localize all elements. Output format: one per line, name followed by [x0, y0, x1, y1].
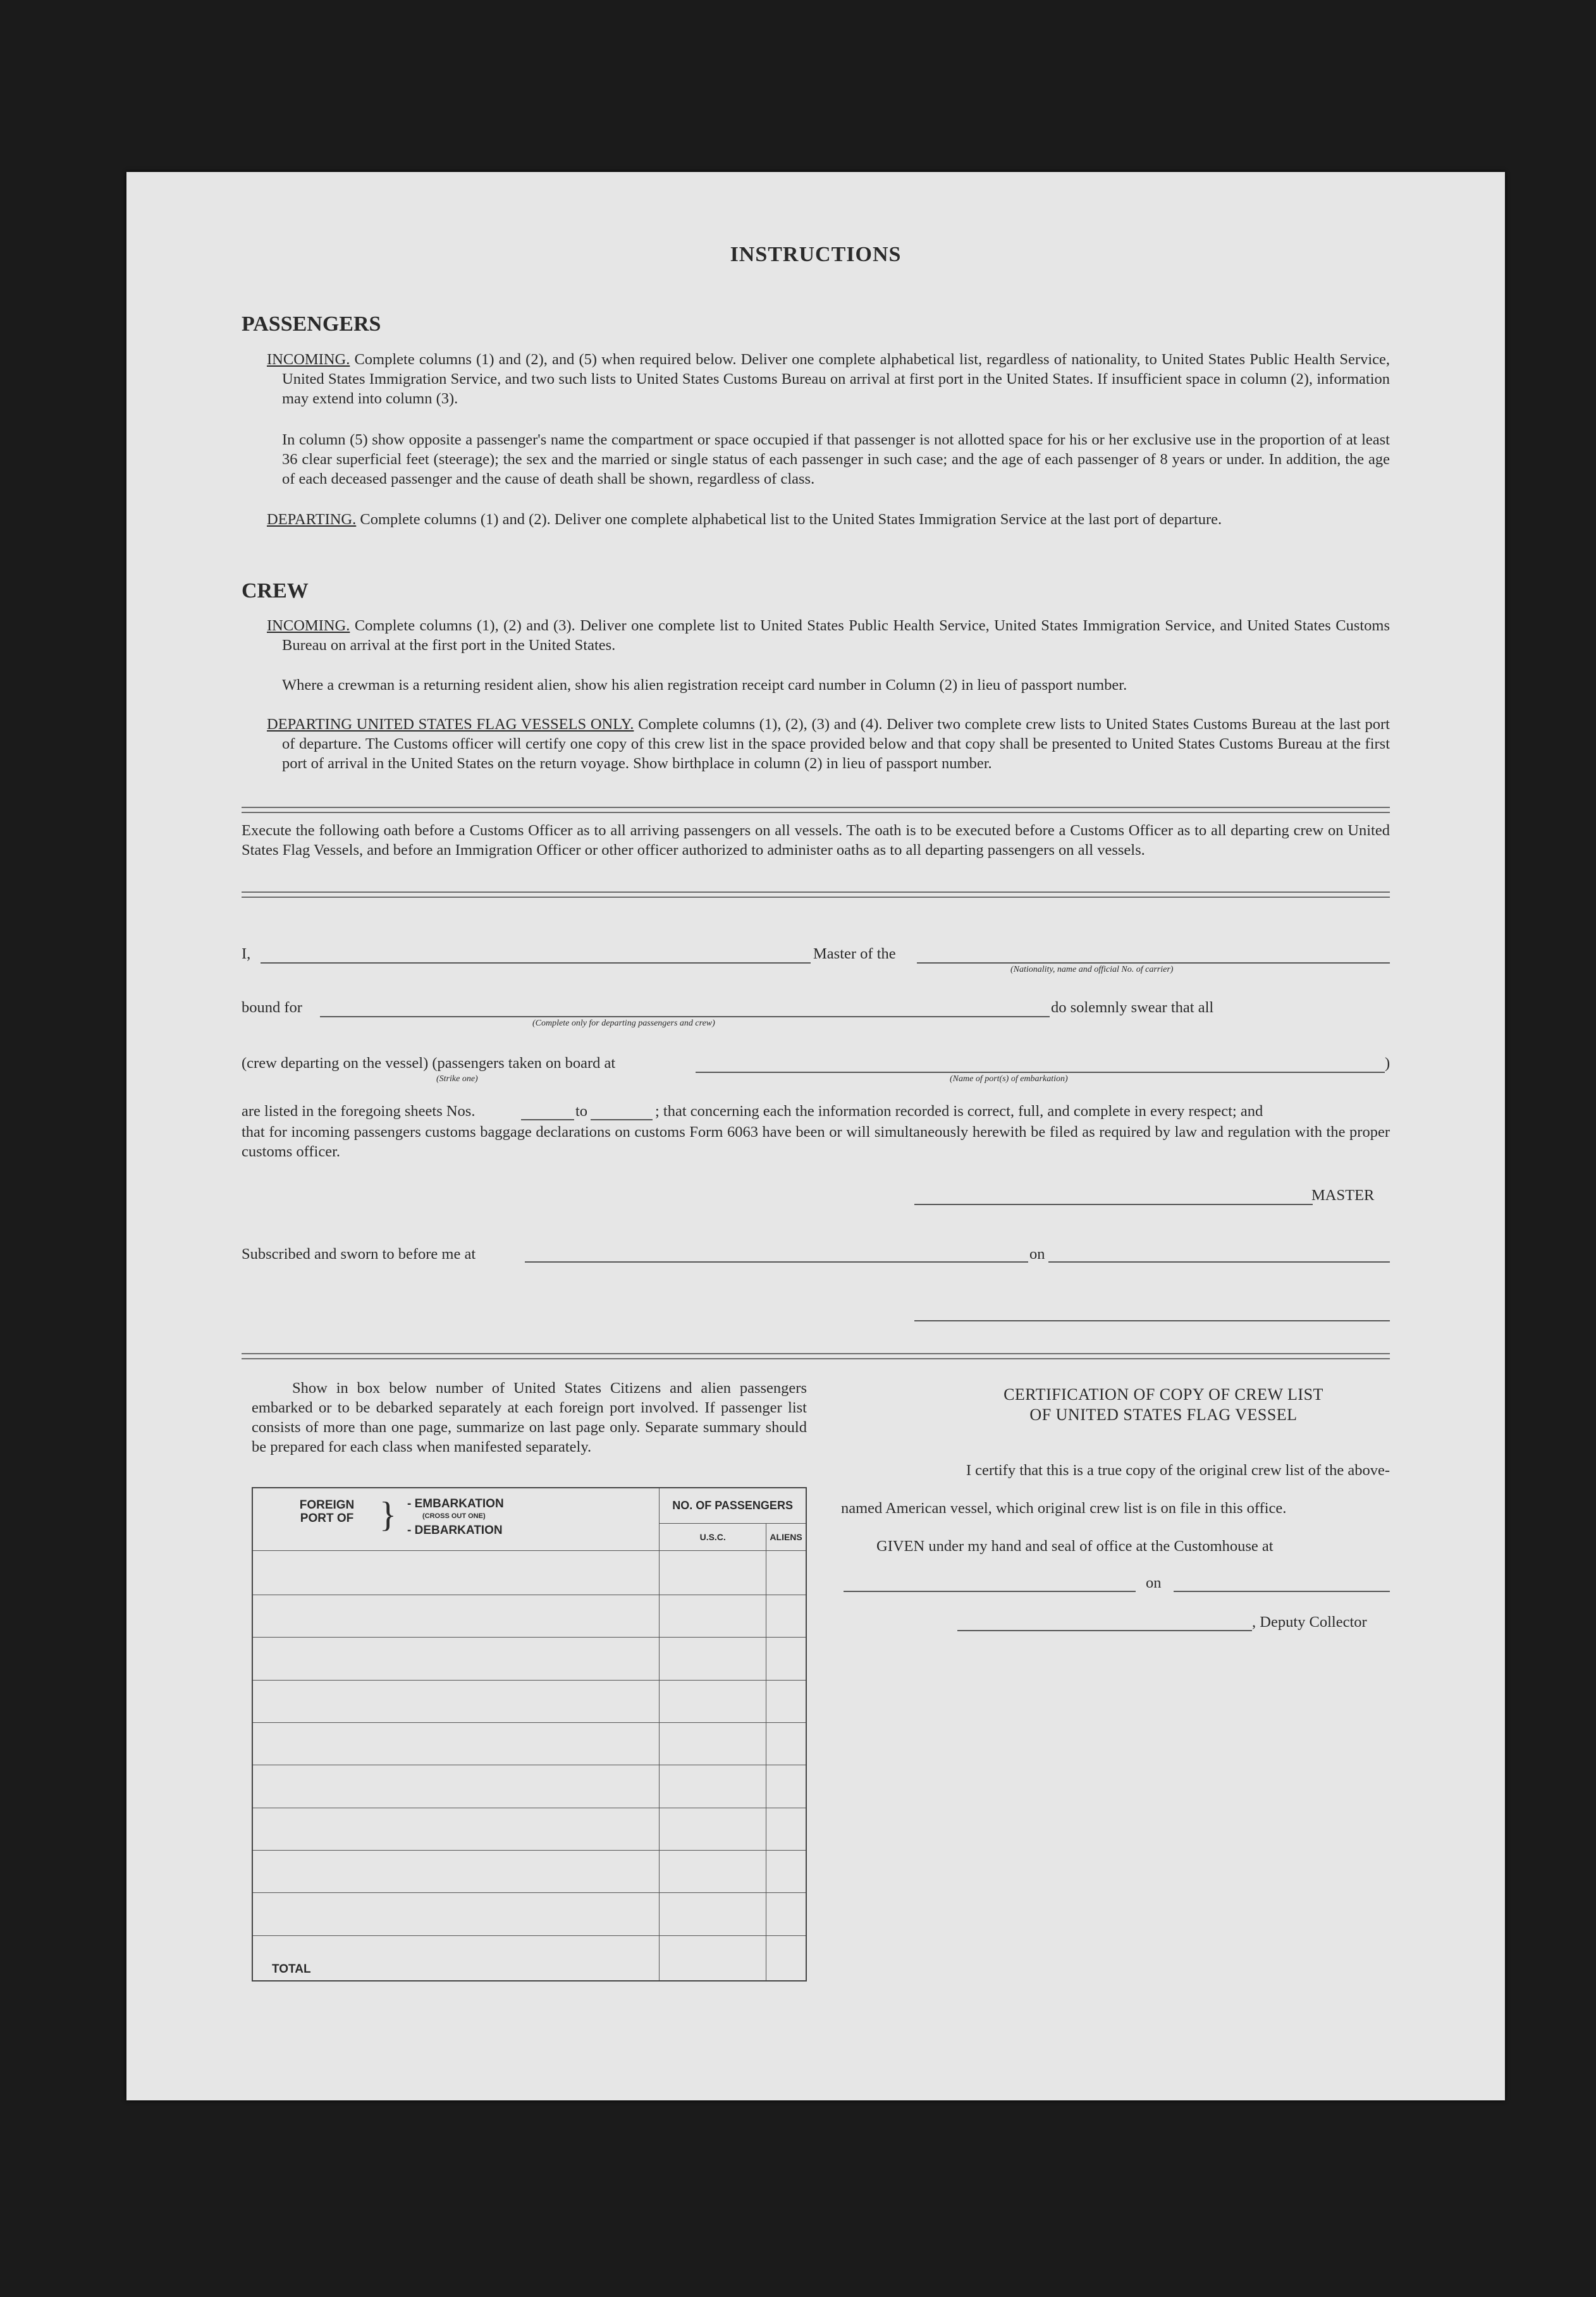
passengers-incoming-label: INCOMING.	[267, 351, 350, 368]
table-row	[252, 1893, 806, 1935]
aliens-label: ALIENS	[766, 1523, 806, 1550]
certify-line2: named American vessel, which original crew list is on file in this office.	[841, 1500, 1287, 1517]
master-of-the-label: Master of the	[813, 945, 896, 962]
crew-heading: CREW	[242, 579, 309, 603]
certification-title-line2: OF UNITED STATES FLAG VESSEL	[1029, 1406, 1298, 1424]
oath-i-label: I,	[242, 945, 251, 962]
usc-cell[interactable]	[660, 1893, 766, 1935]
master-label: MASTER	[1311, 1187, 1375, 1204]
usc-cell[interactable]	[660, 1851, 766, 1893]
summary-instructions: Show in box below number of United States Citizens and alien passengers embarked or to be debarked separately at each foreign port involved. If passenger list consists of more than one page, summarize on last page only. Separate summary should be prepared for each class when manifested separately.	[252, 1380, 807, 1455]
divider	[242, 1353, 1390, 1359]
usc-cell[interactable]	[660, 1680, 766, 1722]
strike-one-note: (Strike one)	[436, 1074, 478, 1084]
close-paren: )	[1385, 1055, 1390, 1072]
no-of-passengers-label: NO. OF PASSENGERS	[660, 1488, 806, 1523]
table-row	[252, 1765, 806, 1808]
certification-on-label: on	[1146, 1574, 1162, 1591]
foreign-port-of-label: FOREIGN PORT OF	[299, 1498, 355, 1525]
page-title: INSTRUCTIONS	[730, 243, 902, 266]
aliens-cell[interactable]	[766, 1851, 806, 1893]
passengers-incoming-paragraph	[267, 350, 1390, 408]
crew-incoming-paragraph	[267, 616, 1390, 655]
bound-for-label: bound for	[242, 999, 302, 1016]
aliens-cell[interactable]	[766, 1638, 806, 1680]
port-cell[interactable]	[252, 1638, 660, 1680]
passengers-heading: PASSENGERS	[242, 312, 381, 336]
debarkation-label: - DEBARKATION	[407, 1524, 503, 1537]
table-row	[252, 1851, 806, 1893]
passenger-summary-table	[252, 1487, 807, 1982]
usc-cell[interactable]	[660, 1765, 766, 1808]
aliens-cell[interactable]	[766, 1595, 806, 1637]
sworn-date-field[interactable]	[1048, 1261, 1390, 1263]
table-row	[252, 1595, 806, 1637]
usc-cell[interactable]	[660, 1808, 766, 1850]
customhouse-field[interactable]	[844, 1591, 1136, 1592]
embarkation-port-field[interactable]	[696, 1072, 1385, 1073]
table-row	[252, 1722, 806, 1765]
crew-departing-paragraph	[267, 714, 1390, 773]
bound-for-field[interactable]	[320, 1016, 1050, 1017]
port-note: (Name of port(s) of embarkation)	[950, 1074, 1068, 1084]
aliens-cell[interactable]	[766, 1893, 806, 1935]
table-row	[252, 1551, 806, 1595]
sheet-from-field[interactable]	[521, 1119, 574, 1120]
crew-departing-text: Complete columns (1), (2), (3) and (4). Deliver two complete crew lists to United States Customs Bureau at the last port of departure. The Customs officer will certify one copy of this crew list in the space provided below and that copy shall be presented to United States Customs Bureau at the first port of arrival in the United States on the return voyage. Show birthplace in column (2) in lieu of passport number.	[282, 716, 1390, 772]
table-row	[252, 1638, 806, 1680]
listed-pre: are listed in the foregoing sheets Nos.	[242, 1103, 476, 1120]
usc-total-cell[interactable]	[660, 1935, 766, 1981]
certify-line1: I certify that this is a true copy of the original crew list of the above-	[966, 1462, 1390, 1479]
aliens-cell[interactable]	[766, 1722, 806, 1765]
carrier-field[interactable]	[917, 962, 1390, 964]
form-page	[126, 172, 1505, 2100]
deputy-signature-field[interactable]	[957, 1630, 1252, 1631]
passengers-incoming-text: Complete columns (1) and (2), and (5) when required below. Deliver one complete alphabetical list, regardless of nationality, to United States Public Health Service, United States Immigration Service, and two such lists to United States Customs Bureau on arrival at first port in the United States. If insufficient space in column (2), information may extend into column (3).	[282, 351, 1390, 407]
port-cell[interactable]	[252, 1808, 660, 1850]
bound-for-note: (Complete only for departing passengers and crew)	[532, 1019, 715, 1028]
port-cell[interactable]	[252, 1765, 660, 1808]
listed-to: to	[575, 1103, 588, 1120]
listed-rest: that for incoming passengers customs baggage declarations on customs Form 6063 have been or will simultaneously herewith be filed as required by law and regulation with the proper customs officer.	[242, 1124, 1390, 1160]
nationality-note: (Nationality, name and official No. of carrier)	[1010, 965, 1174, 974]
table-header-port	[252, 1488, 660, 1551]
crew-incoming-text: Complete columns (1), (2) and (3). Deliver one complete list to United States Public Health Service, United States Immigration Service, and United States Customs Bureau on arrival at the first port in the United States.	[282, 617, 1390, 654]
passengers-column5-paragraph: In column (5) show opposite a passenger's name the compartment or space occupied if that passenger is not allotted space for his or her exclusive use in the proportion of at least 36 clear superficial feet (steerage); the sex and the married or single status of each passenger in such case; and the age of each passenger of 8 years or under. In addition, the age of each deceased passenger and the cause of death shall be shown, regardless of class.	[282, 431, 1390, 487]
port-cell[interactable]	[252, 1722, 660, 1765]
certification-title	[885, 1385, 1442, 1425]
table-total-row	[252, 1935, 806, 1981]
port-cell[interactable]	[252, 1893, 660, 1935]
passengers-departing-paragraph	[267, 510, 1390, 529]
crew-departing-label: (crew departing on the vessel) (passengers taken on board at	[242, 1055, 616, 1072]
port-cell[interactable]	[252, 1851, 660, 1893]
certification-date-field[interactable]	[1174, 1591, 1390, 1592]
sheet-to-field[interactable]	[591, 1119, 653, 1120]
certification-title-line1: CERTIFICATION OF COPY OF CREW LIST	[1004, 1385, 1323, 1404]
master-signature-field[interactable]	[914, 1204, 1313, 1205]
sworn-place-field[interactable]	[525, 1261, 1028, 1263]
brace-icon: }	[379, 1495, 396, 1534]
port-cell[interactable]	[252, 1595, 660, 1637]
aliens-cell[interactable]	[766, 1808, 806, 1850]
aliens-cell[interactable]	[766, 1551, 806, 1595]
usc-label: U.S.C.	[660, 1523, 766, 1550]
crew-departing-label: DEPARTING UNITED STATES FLAG VESSELS ONLY.	[267, 716, 634, 733]
crew-resident-paragraph: Where a crewman is a returning resident alien, show his alien registration receipt card number in Column (2) in lieu of passport number.	[282, 677, 1127, 694]
subscribed-label: Subscribed and sworn to before me at	[242, 1246, 476, 1263]
port-cell[interactable]	[252, 1551, 660, 1595]
aliens-cell[interactable]	[766, 1680, 806, 1722]
port-cell[interactable]	[252, 1680, 660, 1722]
officer-signature-field[interactable]	[914, 1320, 1390, 1321]
given-label: GIVEN under my hand and seal of office at the Customhouse at	[876, 1538, 1274, 1555]
aliens-cell[interactable]	[766, 1765, 806, 1808]
listed-post: ; that concerning each the information recorded is correct, full, and complete in every respect; and	[655, 1103, 1263, 1120]
oath-instructions-paragraph: Execute the following oath before a Customs Officer as to all arriving passengers on all vessels. The oath is to be executed before a Customs Officer as to all departing crew on United States Flag Vessels, and before an Immigration Officer or other officer authorized to administer oaths as to all departing passengers on all vessels.	[242, 822, 1390, 859]
swear-label: do solemnly swear that all	[1051, 999, 1214, 1016]
passengers-departing-label: DEPARTING.	[267, 511, 357, 528]
aliens-total-cell[interactable]	[766, 1935, 806, 1981]
table-row	[252, 1680, 806, 1722]
usc-cell[interactable]	[660, 1551, 766, 1595]
cross-out-label: (CROSS OUT ONE)	[422, 1512, 486, 1520]
table-row	[252, 1808, 806, 1850]
sworn-on-label: on	[1029, 1246, 1045, 1263]
usc-cell[interactable]	[660, 1638, 766, 1680]
passengers-departing-text: Complete columns (1) and (2). Deliver one complete alphabetical list to the United States Immigration Service at the last port of departure.	[360, 511, 1222, 528]
crew-incoming-label: INCOMING.	[267, 617, 350, 634]
total-label: TOTAL	[252, 1935, 660, 1981]
divider	[242, 891, 1390, 898]
embarkation-label: - EMBARKATION	[407, 1497, 504, 1510]
usc-cell[interactable]	[660, 1595, 766, 1637]
master-name-field[interactable]	[261, 962, 811, 964]
divider	[242, 807, 1390, 813]
deputy-collector-label: , Deputy Collector	[1252, 1614, 1367, 1631]
usc-cell[interactable]	[660, 1722, 766, 1765]
